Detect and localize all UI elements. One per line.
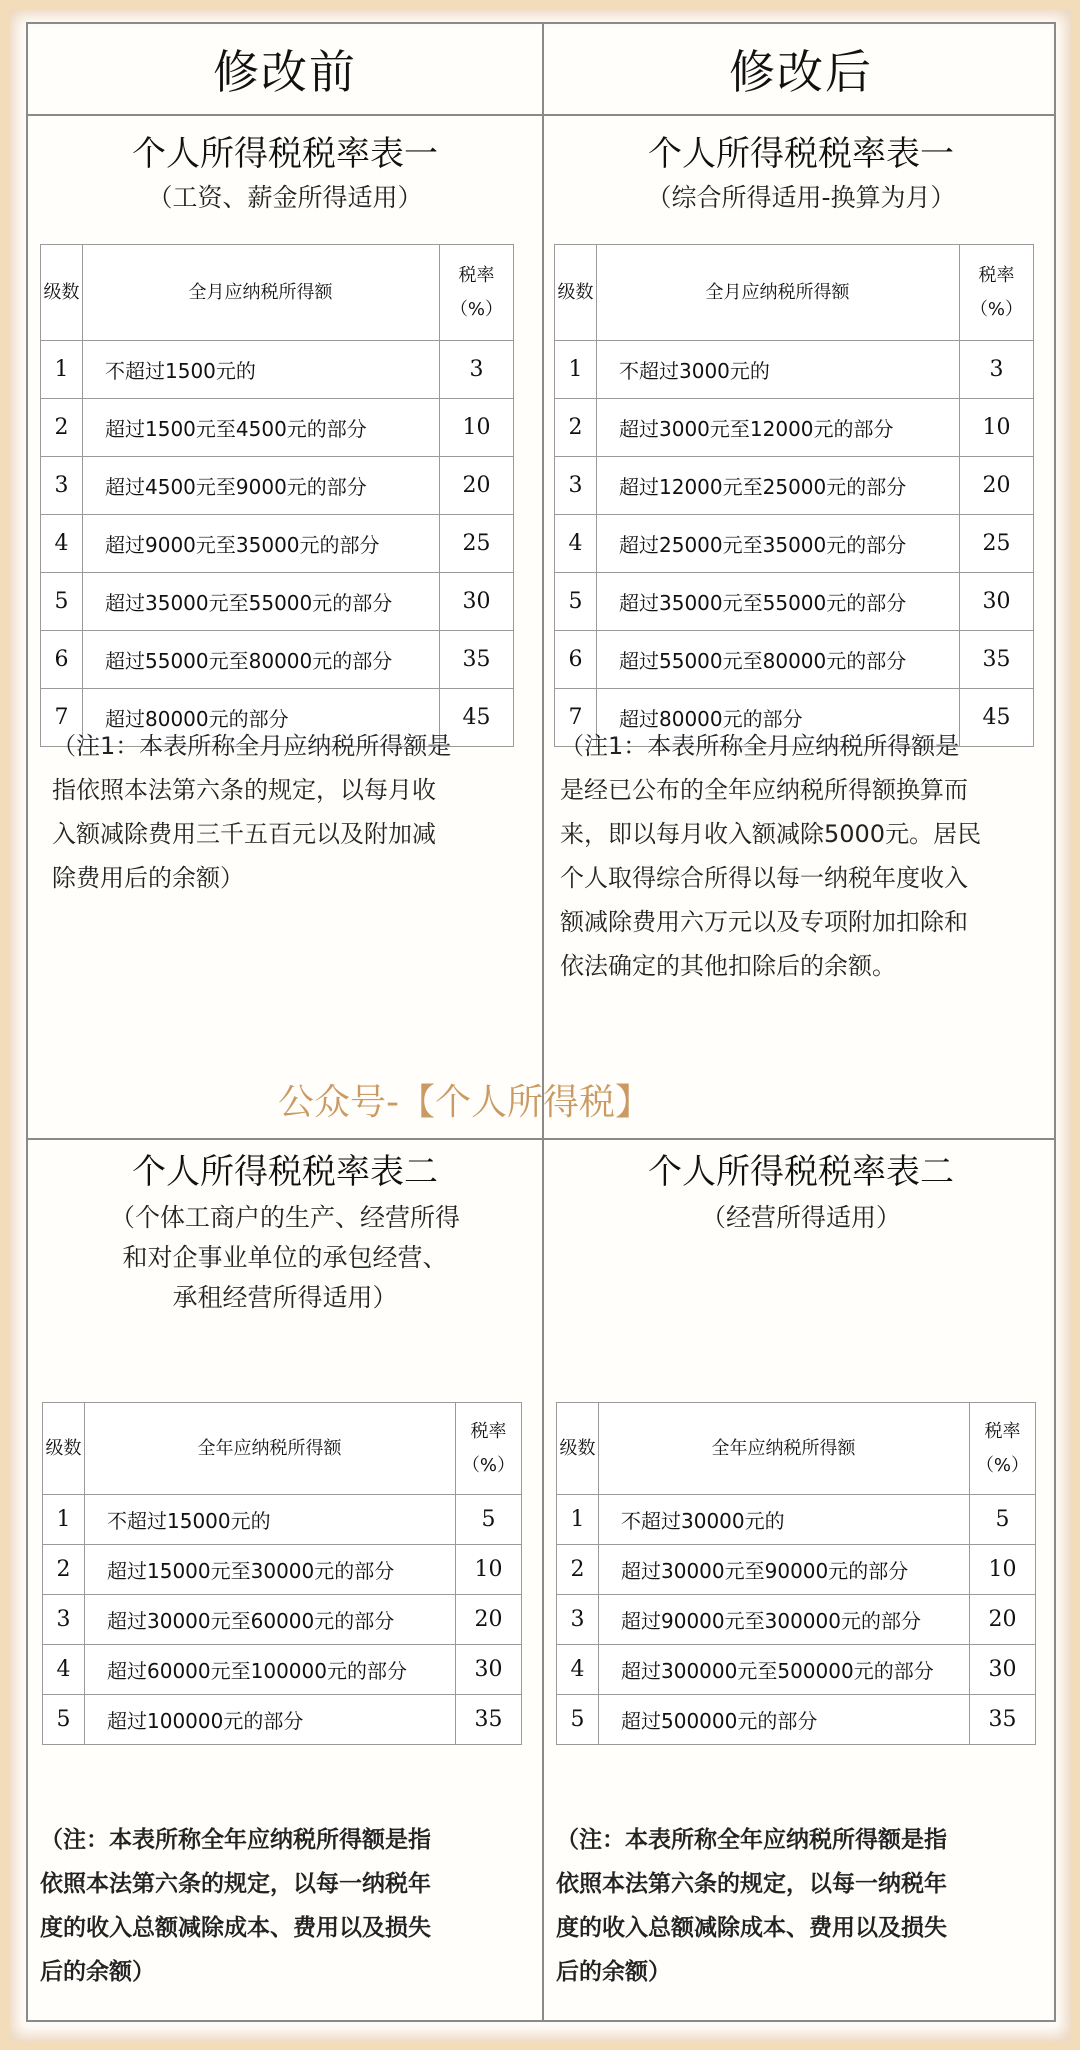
table-header-row: [557, 1403, 1036, 1495]
rate-cell: 35: [440, 631, 514, 689]
rate-cell: 20: [960, 457, 1034, 515]
table-row: [555, 457, 1034, 515]
table-subtitle: （综合所得适用-换算为月）: [646, 183, 956, 212]
rate-cell: 10: [970, 1545, 1036, 1595]
rate-cell: 20: [970, 1595, 1036, 1645]
level-cell: 5: [43, 1695, 85, 1745]
table-row: [555, 573, 1034, 631]
table-note: （注1：本表所称全月应纳税所得额是 指依照本法第六条的规定，以每月收 入额减除费用三千五百元以及附加减 除费用后的余额）: [52, 732, 452, 892]
amount-cell: 超过90000元至300000元的部分: [599, 1595, 970, 1645]
table-row: [557, 1695, 1036, 1745]
tax-table-after-2: [556, 1402, 1036, 1745]
amount-cell: 超过30000元至60000元的部分: [85, 1595, 456, 1645]
amount-cell: 不超过15000元的: [85, 1495, 456, 1545]
amount-cell: 超过55000元至80000元的部分: [83, 631, 440, 689]
amount-cell: 超过12000元至25000元的部分: [597, 457, 960, 515]
rate-cell: 30: [970, 1645, 1036, 1695]
rate-cell: 10: [440, 399, 514, 457]
level-header: 级数: [41, 245, 83, 341]
amount-cell: 超过25000元至35000元的部分: [597, 515, 960, 573]
table-note: （注：本表所称全年应纳税所得额是指 依照本法第六条的规定，以每一纳税年 度的收入总额减除成本、费用以及损失 后的余额）: [40, 1827, 431, 1985]
amount-cell: 超过15000元至30000元的部分: [85, 1545, 456, 1595]
level-cell: 2: [43, 1545, 85, 1595]
rate-cell: 10: [456, 1545, 522, 1595]
header-before: 修改前: [213, 45, 357, 99]
level-cell: 5: [41, 573, 83, 631]
amount-cell: 不超过1500元的: [83, 341, 440, 399]
table-row: [41, 631, 514, 689]
rate-cell: 3: [960, 341, 1034, 399]
amount-cell: 超过100000元的部分: [85, 1695, 456, 1745]
table-note: （注：本表所称全年应纳税所得额是指 依照本法第六条的规定，以每一纳税年 度的收入总额减除成本、费用以及损失 后的余额）: [556, 1827, 947, 1985]
level-cell: 3: [43, 1595, 85, 1645]
rate-header: 税率 （%）: [440, 245, 514, 341]
table-subtitle: （工资、薪金所得适用）: [147, 183, 423, 212]
table-row: [555, 515, 1034, 573]
level-cell: 6: [555, 631, 597, 689]
amount-cell: 超过80000元的部分: [83, 689, 440, 747]
tax-table-before-2: [42, 1402, 522, 1745]
table-row: [557, 1495, 1036, 1545]
table-row: [41, 457, 514, 515]
table-note: （注1：本表所称全月应纳税所得额是 是经已公布的全年应纳税所得额换算而 来，即以每月收入额减除5000元。居民 个人取得综合所得以每一纳税年度收入 额减除费用六万元以及专项附加扣除和 依法确定的其他扣除后的余额。: [560, 732, 982, 980]
level-cell: 1: [41, 341, 83, 399]
level-cell: 2: [555, 399, 597, 457]
table-header-row: [555, 245, 1034, 341]
rate-cell: 10: [960, 399, 1034, 457]
rate-cell: 45: [960, 689, 1034, 747]
level-cell: 5: [557, 1695, 599, 1745]
table-row: [43, 1695, 522, 1745]
rate-cell: 3: [440, 341, 514, 399]
table-row: [555, 341, 1034, 399]
rate-header: 税率 （%）: [970, 1403, 1036, 1495]
amount-cell: 超过60000元至100000元的部分: [85, 1645, 456, 1695]
level-header: 级数: [43, 1403, 85, 1495]
level-cell: 1: [557, 1495, 599, 1545]
rate-cell: 30: [440, 573, 514, 631]
level-cell: 7: [41, 689, 83, 747]
rate-cell: 35: [456, 1695, 522, 1745]
amount-cell: 不超过3000元的: [597, 341, 960, 399]
table-subtitle: （个体工商户的生产、经营所得 和对企事业单位的承包经营、 承租经营所得适用）: [109, 1203, 460, 1312]
tax-table-before-1: [40, 244, 514, 747]
amount-header: 全月应纳税所得额: [597, 245, 960, 341]
amount-cell: 超过300000元至500000元的部分: [599, 1645, 970, 1695]
amount-header: 全月应纳税所得额: [83, 245, 440, 341]
table-header-row: [41, 245, 514, 341]
table-row: [555, 631, 1034, 689]
level-header: 级数: [557, 1403, 599, 1495]
tax-table-after-1: [554, 244, 1034, 747]
amount-cell: 不超过30000元的: [599, 1495, 970, 1545]
level-cell: 4: [43, 1645, 85, 1695]
level-cell: 5: [555, 573, 597, 631]
level-cell: 4: [555, 515, 597, 573]
table-row: [43, 1595, 522, 1645]
rate-header: 税率 （%）: [960, 245, 1034, 341]
level-cell: 2: [557, 1545, 599, 1595]
amount-cell: 超过35000元至55000元的部分: [83, 573, 440, 631]
amount-cell: 超过3000元至12000元的部分: [597, 399, 960, 457]
level-cell: 4: [41, 515, 83, 573]
amount-header: 全年应纳税所得额: [599, 1403, 970, 1495]
table-title: 个人所得税税率表一: [132, 134, 438, 174]
level-cell: 3: [557, 1595, 599, 1645]
rate-cell: 35: [960, 631, 1034, 689]
before-section-1: [28, 116, 542, 1136]
level-header: 级数: [555, 245, 597, 341]
table-title: 个人所得税税率表一: [648, 134, 954, 174]
table-title: 个人所得税税率表二: [132, 1152, 438, 1192]
amount-cell: 超过9000元至35000元的部分: [83, 515, 440, 573]
level-cell: 2: [41, 399, 83, 457]
rate-cell: 25: [960, 515, 1034, 573]
amount-cell: 超过1500元至4500元的部分: [83, 399, 440, 457]
before-section-2: [28, 1140, 542, 2020]
watermark-text: 公众号-【个人所得税】: [278, 1082, 651, 1123]
rate-cell: 20: [440, 457, 514, 515]
table-header-row: [43, 1403, 522, 1495]
table-title: 个人所得税税率表二: [648, 1152, 954, 1192]
table-row: [557, 1595, 1036, 1645]
rate-cell: 25: [440, 515, 514, 573]
rate-cell: 5: [970, 1495, 1036, 1545]
level-cell: 1: [555, 341, 597, 399]
level-cell: 6: [41, 631, 83, 689]
rate-cell: 45: [440, 689, 514, 747]
table-row: [555, 399, 1034, 457]
level-cell: 1: [43, 1495, 85, 1545]
table-row: [41, 399, 514, 457]
after-section-2: [544, 1140, 1058, 2020]
level-cell: 3: [555, 457, 597, 515]
table-row: [41, 573, 514, 631]
rate-cell: 30: [456, 1645, 522, 1695]
amount-header: 全年应纳税所得额: [85, 1403, 456, 1495]
rate-cell: 35: [970, 1695, 1036, 1745]
table-row: [43, 1645, 522, 1695]
table-row: [41, 341, 514, 399]
amount-cell: 超过500000元的部分: [599, 1695, 970, 1745]
rate-cell: 20: [456, 1595, 522, 1645]
table-row: [43, 1545, 522, 1595]
after-section-1: [544, 116, 1058, 1136]
amount-cell: 超过55000元至80000元的部分: [597, 631, 960, 689]
amount-cell: 超过80000元的部分: [597, 689, 960, 747]
amount-cell: 超过35000元至55000元的部分: [597, 573, 960, 631]
header-after: 修改后: [729, 45, 873, 99]
level-cell: 3: [41, 457, 83, 515]
rate-cell: 5: [456, 1495, 522, 1545]
rate-cell: 30: [960, 573, 1034, 631]
amount-cell: 超过30000元至90000元的部分: [599, 1545, 970, 1595]
level-cell: 4: [557, 1645, 599, 1695]
table-row: [43, 1495, 522, 1545]
table-subtitle: （经营所得适用）: [700, 1203, 901, 1232]
amount-cell: 超过4500元至9000元的部分: [83, 457, 440, 515]
table-row: [41, 515, 514, 573]
comparison-grid: [26, 22, 1056, 2022]
table-row: [557, 1645, 1036, 1695]
level-cell: 7: [555, 689, 597, 747]
table-row: [557, 1545, 1036, 1595]
rate-header: 税率 （%）: [456, 1403, 522, 1495]
